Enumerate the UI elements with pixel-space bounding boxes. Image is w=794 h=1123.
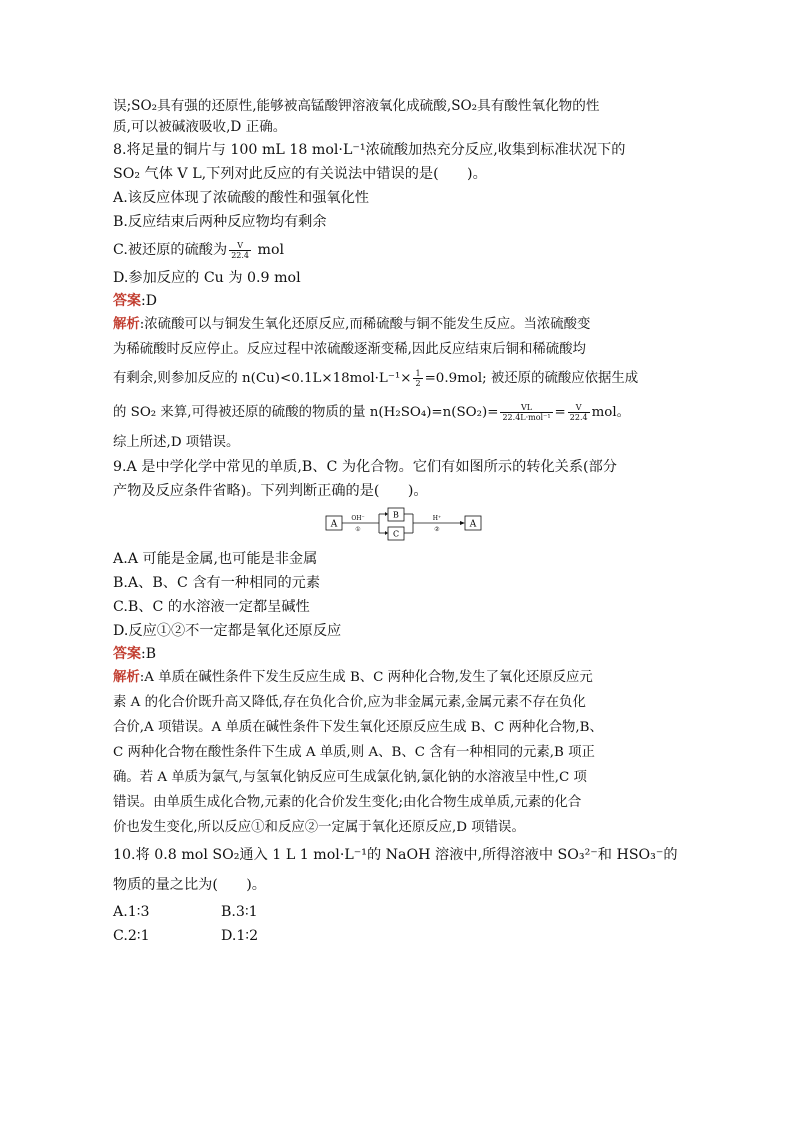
q10-options-row-1: [113, 900, 683, 924]
q10-options-row-2: [113, 924, 683, 948]
question-9: [113, 455, 683, 840]
answer-label: 答案: [113, 293, 141, 309]
fraction-numerator: V: [568, 403, 590, 413]
question-8: [113, 138, 683, 455]
q8-explanation-line-1: [113, 312, 683, 337]
explanation-text: :浓硫酸可以与铜发生氧化还原反应,而稀硫酸与铜不能发生反应。当浓硫酸变: [139, 317, 591, 332]
explanation-text: :A 单质在碱性条件下发生反应生成 B、C 两种化合物,发生了氧化还原反应元: [139, 670, 593, 685]
half-fraction: [413, 369, 422, 388]
arrow-to-c-icon: [385, 531, 388, 535]
q8-explanation-line-5: 综上所述,D 项错误。: [113, 435, 240, 450]
explanation-text: mol。: [591, 405, 631, 420]
q8-option-c-text: C.被还原的硫酸为: [113, 242, 228, 258]
arrow-to-b-icon: [385, 512, 388, 516]
q9-explanation-line-4: C 两种化合物在酸性条件下生成 A 单质,则 A、B、C 含有一种相同的元素,B 项正: [113, 745, 595, 760]
q9-explanation-line-2: 素 A 的化合价既升高又降低,存在负化合价,应为非金属元素,金属元素不存在负化: [113, 695, 586, 710]
fraction-numerator: VL: [500, 403, 552, 413]
q9-explanation-line-6: 错误。由单质生成化合物,元素的化合价发生变化;由化合物生成单质,元素的化合: [113, 795, 582, 810]
q9-stem-line-2: 产物及反应条件省略)。下列判断正确的是( )。: [113, 483, 428, 499]
box-c-label: C: [392, 529, 400, 539]
q8-explanation-line-3: [113, 362, 683, 396]
question-10: [113, 840, 683, 948]
q10-stem-line-1: 10.将 0.8 mol SO₂通入 1 L 1 mol·L⁻¹的 NaOH 溶液中,所得溶液中 SO₃²⁻和 HSO₃⁻的: [113, 847, 678, 863]
fraction-numerator: 1: [415, 369, 421, 378]
answer-label: 答案: [113, 646, 141, 662]
document-page: [113, 96, 683, 948]
equals-sign: =: [554, 405, 566, 420]
fraction-numerator: V: [229, 241, 251, 251]
q8-option-d: D.参加反应的 Cu 为 0.9 mol: [113, 270, 301, 286]
explanation-label: 解析: [113, 316, 140, 332]
prev-explanation-line-1: 误;SO₂具有强的还原性,能够被高锰酸钾溶液氧化成硫酸,SO₂具有酸性氧化物的性: [113, 98, 600, 114]
q8-answer: [113, 290, 683, 312]
fraction-denominator: 22.4L·mol⁻¹: [502, 413, 551, 422]
q9-answer: [113, 643, 683, 665]
explanation-text: =0.9mol; 被还原的硫酸应依据生成: [424, 371, 639, 386]
box-a-right-label: A: [469, 519, 477, 530]
step-2-label: ②: [434, 526, 440, 533]
conversion-diagram: [325, 507, 485, 541]
q9-stem-line-1: 9.A 是中学化学中常见的单质,B、C 为化合物。它们有如图所示的转化关系(部分: [113, 459, 617, 475]
box-b-label: B: [393, 510, 399, 520]
q9-option-a: A.A 可能是金属,也可能是非金属: [113, 551, 318, 567]
prev-explanation-line-2: 质,可以被碱液吸收,D 正确。: [113, 119, 287, 135]
q9-explanation-line-7: 价也发生变化,所以反应①和反应②一定属于氧化还原反应,D 项错误。: [113, 820, 525, 835]
q9-option-d: D.反应①②不一定都是氧化还原反应: [113, 623, 342, 639]
explanation-label: 解析: [113, 669, 140, 685]
q8-option-c: [113, 234, 683, 266]
q9-explanation-line-3: 合价,A 项错误。A 单质在碱性条件下发生氧化还原反应生成 B、C 两种化合物,B、: [113, 720, 603, 735]
q8-option-c-unit: mol: [253, 242, 285, 258]
q9-option-c: C.B、C 的水溶液一定都呈碱性: [113, 599, 310, 615]
q10-option-d: D.1∶2: [221, 928, 259, 944]
q8-explanation-line-4: [113, 396, 683, 430]
q8-stem-line-2: SO₂ 气体 V L,下列对此反应的有关说法中错误的是( )。: [113, 166, 487, 182]
explanation-text: 有剩余,则参加反应的 n(Cu)<0.1L×18mol·L⁻¹×: [113, 371, 412, 386]
q8-option-c-fraction: [229, 241, 251, 260]
arrow-to-a-icon: [460, 521, 465, 525]
answer-value: :B: [141, 646, 157, 662]
q9-explanation-line-1: [113, 665, 683, 690]
q9-option-b: B.A、B、C 含有一种相同的元素: [113, 575, 321, 591]
q8-option-a: A.该反应体现了浓硫酸的酸性和强氧化性: [113, 190, 369, 206]
v-fraction: [568, 403, 590, 422]
reagent-1-label: OH⁻: [351, 515, 365, 522]
step-1-label: ①: [355, 526, 361, 533]
q8-explanation-line-2: 为稀硫酸时反应停止。反应过程中浓硫酸逐渐变稀,因此反应结束后铜和稀硫酸均: [113, 342, 586, 357]
q8-stem-line-1: 8.将足量的铜片与 100 mL 18 mol·L⁻¹浓硫酸加热充分反应,收集到标准状况下的: [113, 142, 626, 158]
answer-value: :D: [141, 293, 157, 309]
q10-option-a: A.1∶3: [113, 904, 150, 920]
box-a-left-label: A: [330, 519, 338, 530]
fraction-denominator: 22.4: [569, 413, 588, 422]
explanation-text: 的 SO₂ 来算,可得被还原的硫酸的物质的量 n(H₂SO₄)=n(SO₂)=: [113, 405, 499, 420]
q10-stem-line-2: 物质的量之比为( )。: [113, 877, 266, 893]
reagent-2-label: H⁺: [432, 515, 442, 522]
fraction-denominator: 2: [415, 379, 421, 388]
fraction-denominator: 22.4: [231, 250, 249, 260]
q10-option-b: B.3∶1: [221, 904, 258, 920]
q9-explanation-line-5: 确。若 A 单质为氯气,与氢氧化钠反应可生成氯化钠,氯化钠的水溶液呈中性,C 项: [113, 770, 587, 785]
q10-option-c: C.2∶1: [113, 928, 150, 944]
q8-option-b: B.反应结束后两种反应物均有剩余: [113, 214, 327, 230]
vl-fraction: [500, 403, 552, 422]
